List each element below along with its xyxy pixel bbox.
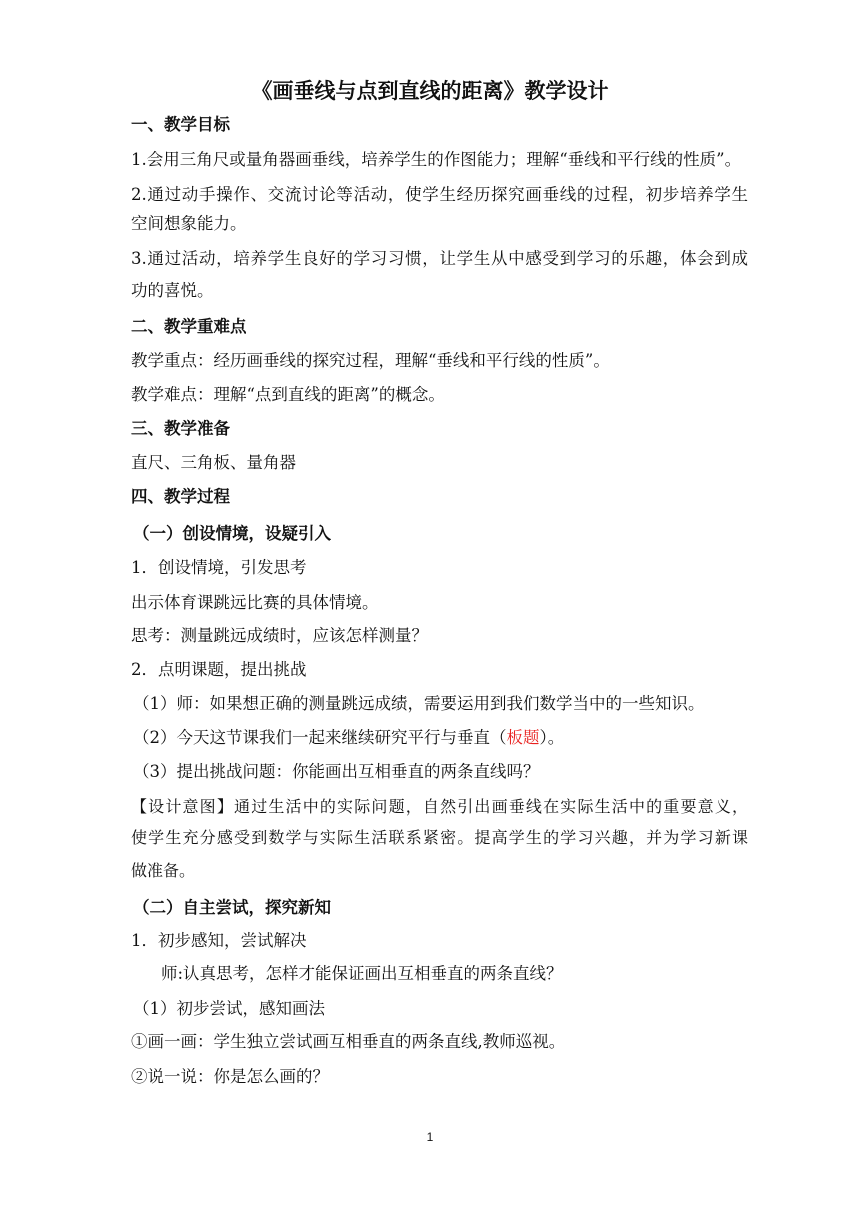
step-2-item-2-pre: （2）今天这节课我们一起来继续研究平行与垂直（ — [133, 728, 507, 747]
design-intent-line-3: 做准备。 — [131, 861, 196, 880]
step-1-title: 1．创设情境，引发思考 — [131, 558, 307, 577]
part-1-heading: （一）创设情境，设疑引入 — [133, 524, 331, 543]
board-title-note: 板题 — [506, 728, 540, 747]
activity-explain: ②说一说：你是怎么画的？ — [131, 1067, 329, 1086]
key-point: 教学重点：经历画垂线的探究过程，理解“垂线和平行线的性质”。 — [131, 351, 610, 370]
part-2-item-1: （1）初步尝试，感知画法 — [133, 999, 325, 1018]
part-2-heading: （二）自主尝试，探究新知 — [133, 898, 331, 917]
goal-2-line-1: 2.通过动手操作、交流讨论等活动，使学生经历探究画垂线的过程，初步培养学生 — [131, 185, 748, 204]
goal-3-line-1: 3.通过活动，培养学生良好的学习习惯，让学生从中感受到学习的乐趣，体会到成 — [131, 249, 748, 268]
section-heading-process: 四、教学过程 — [131, 487, 230, 506]
section-heading-key-points: 二、教学重难点 — [131, 317, 247, 336]
section-heading-preparation: 三、教学准备 — [131, 419, 230, 438]
goal-3-line-2: 功的喜悦。 — [131, 281, 214, 300]
design-intent-line-1: 【设计意图】通过生活中的实际问题，自然引出画垂线在实际生活中的重要意义， — [131, 797, 748, 816]
page-title: 《画垂线与点到直线的距离》教学设计 — [251, 79, 609, 103]
teacher-question: 师:认真思考，怎样才能保证画出互相垂直的两条直线？ — [161, 964, 563, 983]
activity-draw: ①画一画：学生独立尝试画互相垂直的两条直线,教师巡视。 — [131, 1032, 566, 1051]
section-heading-goals: 一、教学目标 — [131, 115, 230, 134]
step-1-text-b: 思考：测量跳远成绩时，应该怎样测量？ — [131, 626, 428, 645]
step-2-item-2 — [133, 727, 564, 749]
step-2-title: 2．点明课题，提出挑战 — [131, 660, 307, 679]
part-2-step-1-title: 1．初步感知，尝试解决 — [131, 931, 307, 950]
design-intent-line-2: 使学生充分感受到数学与实际生活联系紧密。提高学生的学习兴趣，并为学习新课 — [131, 828, 748, 847]
step-2-item-1: （1）师：如果想正确的测量跳远成绩，需要运用到我们数学当中的一些知识。 — [133, 694, 705, 713]
difficult-point: 教学难点：理解“点到直线的距离”的概念。 — [131, 385, 445, 404]
step-2-item-3: （3）提出挑战问题：你能画出互相垂直的两条直线吗？ — [133, 762, 540, 781]
goal-1: 1.会用三角尺或量角器画垂线，培养学生的作图能力；理解“垂线和平行线的性质”。 — [131, 150, 742, 169]
page-number: 1 — [426, 1130, 434, 1144]
step-2-item-2-post: ）。 — [539, 728, 565, 747]
step-1-text-a: 出示体育课跳远比赛的具体情境。 — [131, 593, 379, 612]
goal-2-line-2: 空间想象能力。 — [131, 214, 247, 233]
preparation-tools: 直尺、三角板、量角器 — [131, 453, 296, 472]
